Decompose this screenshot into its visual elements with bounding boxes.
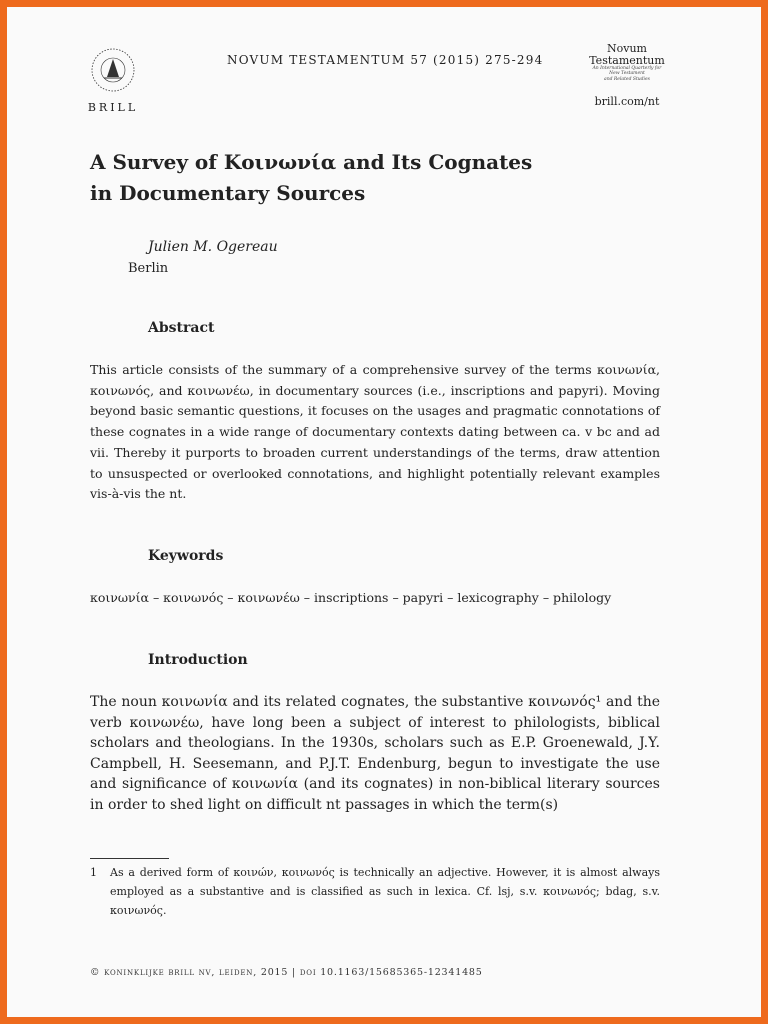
abstract-heading: Abstract	[148, 320, 215, 336]
journal-logo-title-1: Novum	[607, 42, 647, 55]
journal-logo-block	[567, 43, 687, 82]
journal-logo-subtitle-1: An International Quarterly for	[592, 66, 662, 72]
journal-citation: NOVUM TESTAMENTUM 57 (2015) 275-294	[227, 53, 544, 67]
journal-url[interactable]: brill.com/nt	[594, 95, 660, 108]
author-affiliation: Berlin	[128, 261, 169, 276]
footnote-text: As a derived form of κοινών, κοινωνός is technically an adjective. However, it is almost always employed as a substantive and is classified as such in lexica. Cf. lsj, s.v. κοινωνός; bdag, s.v. κοινωνός.	[110, 866, 660, 917]
journal-logo-title-2: Testamentum	[589, 53, 665, 67]
publisher-name: BRILL	[87, 101, 139, 114]
article-title-line-2: in Documentary Sources	[90, 181, 366, 205]
introduction-heading: Introduction	[148, 652, 248, 668]
brill-logo	[85, 47, 141, 114]
keywords-text: κοινωνία – κοινωνός – κοινωνέω – inscriptions – papyri – lexicography – philology	[90, 590, 612, 605]
article-title	[90, 147, 532, 209]
introduction-text: The noun κοινωνία and its related cognates, the substantive κοινωνός¹ and the verb κοινωνέω, have long been a subject of interest to philologists, biblical scholars and theologians. In the 1930s, scholars such as E.P. Groenewald, J.Y. Campbell, H. Seesemann, and P.J.T. Endenburg, begun to investigate the use and significance of κοινωνία (and its cognates) in non-biblical literary sources in order to shed light on difficult nt passages in which the term(s)	[90, 694, 660, 813]
keywords-heading: Keywords	[148, 548, 224, 564]
article-title-line-1: A Survey of Κοινωνία and Its Cognates	[90, 150, 533, 174]
brill-emblem-icon	[90, 47, 136, 93]
journal-logo-subtitle-3: and Related Studies	[604, 76, 650, 82]
abstract-text: This article consists of the summary of a comprehensive survey of the terms κοινωνία, κοινωνός, and κοινωνέω, in documentary sources (i.e., inscriptions and papyri). Moving beyond basic semantic questions, it focuses on the usages and pragmatic connotations of these cognates in a wide range of documentary contexts dating between ca. v bc and ad vii. Thereby it purports to broaden current understandings of the terms, draw attention to unsuspected or overlooked connotations, and highlight potentially relevant examples vis-à-vis the nt.	[90, 362, 660, 502]
footnote-divider	[90, 858, 169, 859]
article-page	[7, 7, 761, 1017]
journal-logo-subtitle-2: New Testament	[609, 71, 645, 77]
footnote	[90, 863, 660, 920]
footnote-number: 1	[90, 866, 97, 879]
author-name: Julien M. Ogereau	[148, 239, 278, 255]
copyright-footer: © koninklijke brill nv, leiden, 2015 | doi 10.1163/15685365-12341485	[90, 967, 483, 978]
